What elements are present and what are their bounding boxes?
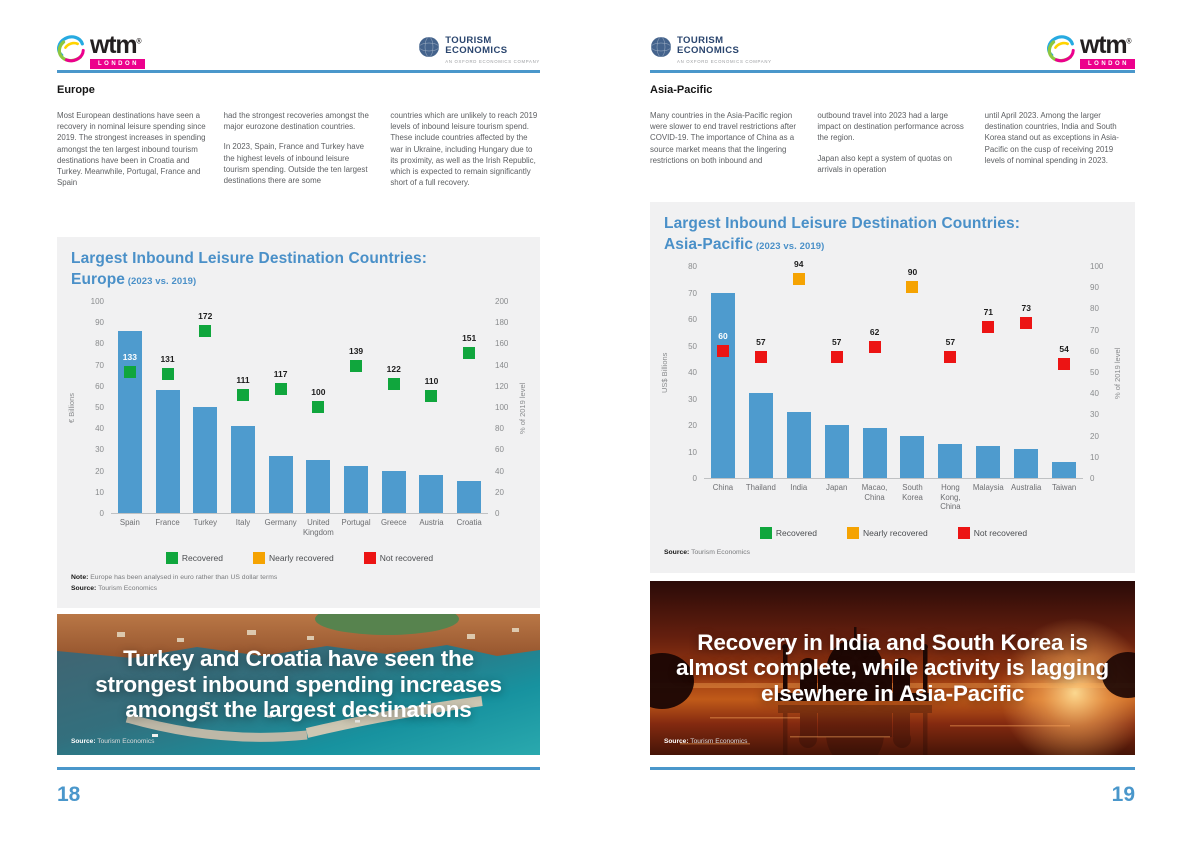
recovery-marker xyxy=(1058,358,1070,370)
wtm-logo xyxy=(1047,31,1135,69)
marker-value-label: 139 xyxy=(348,345,364,356)
recovery-marker xyxy=(350,360,362,372)
source-text: Tourism Economics xyxy=(689,549,750,557)
tourism-economics-logo xyxy=(418,34,540,64)
chart-title-region: Europe xyxy=(71,271,125,288)
y-tick-label: 0 xyxy=(692,474,697,483)
bar xyxy=(269,456,293,513)
y-tick-label: 0 xyxy=(99,509,104,518)
y-axis-right-title: % of 2019 level xyxy=(518,382,527,434)
chart-title-line2 xyxy=(664,236,1127,254)
page-18 xyxy=(57,0,540,842)
y-tick-label: 40 xyxy=(95,424,104,434)
bar xyxy=(156,390,180,513)
legend-swatch-nearly xyxy=(847,527,859,539)
legend-swatch-recovered xyxy=(166,552,178,564)
y-axis-left-ticks xyxy=(674,262,704,483)
x-axis-label: Japan xyxy=(826,483,848,492)
bar-column xyxy=(413,302,451,513)
y-tick-label: 60 xyxy=(688,315,697,324)
y-tick-label: 60 xyxy=(495,445,504,455)
chart-title-note: (2023 vs. 2019) xyxy=(753,241,825,252)
marker-value-label: 131 xyxy=(160,354,175,365)
chart-plot xyxy=(67,297,532,518)
source-label: Source: xyxy=(71,738,96,745)
marker-value-label: 57 xyxy=(831,337,842,348)
legend-swatch-not xyxy=(958,527,970,539)
recovery-marker xyxy=(869,341,881,353)
bar xyxy=(1052,462,1076,478)
bar xyxy=(306,460,330,513)
x-axis-labels xyxy=(704,483,1083,512)
marker-value-label: 94 xyxy=(794,258,804,269)
text-column-1 xyxy=(57,110,207,198)
y-tick-label: 30 xyxy=(688,394,697,404)
tourism-economics-text xyxy=(677,36,772,64)
legend-item xyxy=(760,527,817,539)
x-axis-label: Macao, China xyxy=(861,483,888,502)
legend-swatch-not xyxy=(364,552,376,564)
legend-swatch-recovered xyxy=(760,527,772,539)
legend-item xyxy=(958,527,1027,539)
y-tick-label: 70 xyxy=(95,360,104,370)
legend-item xyxy=(847,527,928,539)
bar-column xyxy=(780,258,818,478)
bar-column xyxy=(111,302,149,513)
x-axis-label: Germany xyxy=(264,518,297,527)
y-tick-label: 140 xyxy=(495,360,509,370)
y-tick-label: 10 xyxy=(1090,452,1099,462)
y-tick-label: 90 xyxy=(95,318,104,328)
tourism-economics-text xyxy=(445,36,540,64)
section-heading-asia-pacific: Asia-Pacific xyxy=(650,84,713,96)
y-tick-label: 80 xyxy=(688,262,697,271)
x-axis-label: Australia xyxy=(1011,483,1042,492)
bar xyxy=(419,475,443,513)
chart-footnotes xyxy=(664,548,1127,559)
globe-icon xyxy=(418,36,440,58)
bar-column xyxy=(931,267,969,478)
source-text: Tourism Economics xyxy=(690,738,748,745)
text-column-2 xyxy=(817,110,967,184)
body-paragraph: Many countries in the Asia-Pacific region were slower to end travel restrictions after COVID-19. The importance of China as a source market means that the lingering restrictions on both inbound and xyxy=(650,111,797,165)
europe-chart-panel xyxy=(57,237,540,608)
y-tick-label: 100 xyxy=(495,403,509,412)
bar-column xyxy=(704,267,742,478)
chart-source xyxy=(71,584,532,595)
asia-pacific-chart-panel xyxy=(650,202,1135,573)
y-tick-label: 120 xyxy=(495,381,509,391)
chart-legend xyxy=(660,527,1127,539)
legend-label: Nearly recovered xyxy=(862,528,928,539)
y-tick-label: 20 xyxy=(1090,431,1099,441)
marker-value-label: 122 xyxy=(386,363,401,374)
y-tick-label: 0 xyxy=(1090,474,1095,483)
y-tick-label: 60 xyxy=(95,381,104,391)
chart-source xyxy=(664,548,1127,559)
body-paragraph: In 2023, Spain, France and Turkey have the highest levels of inbound leisure tourism spending. Outside the ten largest destinations there are some xyxy=(223,142,368,186)
marker-value-label: 54 xyxy=(1059,343,1069,354)
y-tick-label: 70 xyxy=(1090,325,1099,335)
marker-value-label: 90 xyxy=(907,267,918,278)
recovery-marker xyxy=(831,351,843,363)
bar xyxy=(749,393,773,478)
bar xyxy=(1014,449,1038,478)
bar-column xyxy=(450,302,488,513)
marker-value-label: 111 xyxy=(236,375,250,386)
wtm-london-badge: LONDON xyxy=(1080,59,1135,69)
body-paragraph: countries which are unlikely to reach 2019 levels of inbound leisure tourism spend. These include countries affected by the war in Ukraine, including Hungary due to its proximity, as well as the Irish Republic, which is expected to remain significantly short of a full recovery. xyxy=(390,111,538,188)
legend-label: Not recovered xyxy=(379,553,434,564)
asia-pacific-hero-banner xyxy=(650,581,1135,755)
wtm-logo xyxy=(57,31,145,69)
source-label: Source: xyxy=(71,585,97,592)
legend-item xyxy=(166,552,223,564)
recovery-marker xyxy=(717,345,729,357)
wtm-wordmark xyxy=(1080,31,1135,69)
bar-column xyxy=(337,302,375,513)
y-axis-right-ticks xyxy=(1083,262,1113,483)
page-number-19: 19 xyxy=(1111,783,1135,806)
x-axis-label: Greece xyxy=(380,518,407,527)
europe-hero-banner xyxy=(57,614,540,755)
tourism-economics-logo xyxy=(650,34,772,64)
y-tick-label: 80 xyxy=(95,339,104,349)
x-axis-label: Hong Kong, China xyxy=(940,483,961,512)
chart-title-line2 xyxy=(71,271,532,289)
marker-value-label: 60 xyxy=(718,330,728,341)
y-tick-label: 10 xyxy=(688,447,697,457)
body-paragraph: had the strongest recoveries amongst the major eurozone destination countries. xyxy=(223,111,369,132)
bar-column xyxy=(186,302,224,513)
bar-column xyxy=(375,302,413,513)
y-axis-left-ticks xyxy=(81,297,111,518)
x-axis-label: South Korea xyxy=(902,483,923,502)
chart-title-note: (2023 vs. 2019) xyxy=(125,276,197,287)
x-axis-label: Spain xyxy=(119,518,140,527)
legend-item xyxy=(364,552,433,564)
x-axis-label: Croatia xyxy=(456,518,482,527)
y-tick-label: 60 xyxy=(1090,346,1099,356)
y-tick-label: 160 xyxy=(495,339,509,349)
recovery-marker xyxy=(124,366,136,378)
legend-label: Recovered xyxy=(181,553,223,564)
source-text: Tourism Economics xyxy=(96,585,157,592)
body-paragraph: Most European destinations have seen a recovery in nominal leisure spending since 2019. The strongest increases in spending amongst the ten largest inbound tourism destinations have been in Croatia and Turkey. Meanwhile, Portugal, France and Spain xyxy=(57,111,206,188)
y-tick-label: 40 xyxy=(495,466,504,476)
body-paragraph: Japan also kept a system of quotas on arrivals in operation xyxy=(817,153,952,174)
bar-column xyxy=(149,302,187,513)
y-tick-label: 40 xyxy=(1090,389,1099,399)
y-tick-label: 10 xyxy=(95,487,104,497)
x-axis-label: United Kingdom xyxy=(302,518,334,537)
europe-hero-headline: Turkey and Croatia have seen the strongest inbound spending increases amongst the largest destinations xyxy=(95,646,502,723)
chart-title-line1: Largest Inbound Leisure Destination Countries: xyxy=(71,250,427,267)
y-axis-left-title: US$ Billions xyxy=(660,352,669,394)
bar xyxy=(457,481,481,513)
recovery-marker xyxy=(463,347,475,359)
recovery-marker xyxy=(793,273,805,285)
note-label: Note: xyxy=(71,574,89,582)
text-column-1 xyxy=(650,110,800,184)
globe-icon xyxy=(650,36,672,58)
te-tagline: AN OXFORD ECONOMICS COMPANY xyxy=(677,59,772,64)
wtm-word: wtm® xyxy=(90,31,141,59)
x-axis-label: Austria xyxy=(419,518,444,527)
x-axis-label: Taiwan xyxy=(1051,483,1077,492)
registered-mark: ® xyxy=(136,38,141,46)
recovery-marker xyxy=(237,389,249,401)
bar xyxy=(976,446,1000,478)
source-text: Tourism Economics xyxy=(97,738,155,745)
x-axis-label: Turkey xyxy=(193,518,218,527)
section-heading-europe: Europe xyxy=(57,84,95,96)
x-axis-label: Malaysia xyxy=(972,483,1004,492)
bar-column xyxy=(1045,267,1083,478)
x-axis-label: Thailand xyxy=(745,483,776,492)
bar xyxy=(938,444,962,478)
legend-item xyxy=(253,552,334,564)
chart-title-line1: Largest Inbound Leisure Destination Countries: xyxy=(664,215,1020,232)
bar-column xyxy=(742,267,780,478)
bar-column xyxy=(818,267,856,478)
te-name-line2: ECONOMICS xyxy=(445,45,508,57)
y-tick-label: 20 xyxy=(495,487,504,497)
recovery-marker xyxy=(312,401,324,413)
recovery-marker xyxy=(388,378,400,390)
marker-value-label: 133 xyxy=(122,352,137,363)
bar-column xyxy=(1007,267,1045,478)
bar-column xyxy=(969,267,1007,478)
body-text-columns xyxy=(57,110,540,198)
asia-pacific-hero-source xyxy=(664,738,747,745)
bar-column xyxy=(262,302,300,513)
y-tick-label: 20 xyxy=(688,421,697,430)
y-tick-label: 30 xyxy=(1090,410,1099,420)
registered-mark: ® xyxy=(1126,38,1131,46)
bar-column xyxy=(894,267,932,478)
note-text: Europe has been analysed in euro rather than US dollar terms xyxy=(88,574,278,582)
wtm-word: wtm® xyxy=(1080,31,1131,59)
recovery-marker xyxy=(906,281,918,293)
y-tick-label: 180 xyxy=(495,318,509,328)
chart-plot xyxy=(660,258,1127,483)
chart-title-region: Asia-Pacific xyxy=(664,236,754,253)
recovery-marker xyxy=(982,321,994,333)
marker-value-label: 172 xyxy=(198,310,213,321)
x-axis-label: China xyxy=(712,483,734,492)
y-tick-label: 80 xyxy=(1090,304,1099,314)
asia-pacific-hero-headline: Recovery in India and South Korea is almost complete, while activity is lagging elsewhere in Asia-Pacific xyxy=(676,629,1109,706)
footer-divider xyxy=(650,767,1135,770)
bar-column xyxy=(300,302,338,513)
bar-column xyxy=(856,267,894,478)
bar xyxy=(382,471,406,513)
legend-label: Recovered xyxy=(775,528,817,539)
y-tick-label: 90 xyxy=(1090,283,1099,293)
bar xyxy=(231,426,255,513)
recovery-marker xyxy=(425,390,437,402)
y-tick-label: 80 xyxy=(495,424,504,434)
recovery-marker xyxy=(755,351,767,363)
y-axis-left-title: € Billions xyxy=(67,393,76,424)
marker-value-label: 57 xyxy=(756,337,766,348)
body-paragraph: outbound travel into 2023 had a large impact on destination performance across the region. xyxy=(817,111,964,143)
marker-value-label: 57 xyxy=(945,337,956,348)
page-number-18: 18 xyxy=(57,783,81,806)
bar xyxy=(825,425,849,478)
plot-area xyxy=(704,258,1083,479)
y-tick-label: 20 xyxy=(95,466,104,476)
legend-swatch-nearly xyxy=(253,552,265,564)
x-axis-label: Italy xyxy=(235,518,251,527)
marker-value-label: 110 xyxy=(424,376,439,387)
bar xyxy=(900,436,924,478)
marker-value-label: 71 xyxy=(983,307,994,318)
marker-value-label: 73 xyxy=(1021,303,1031,314)
bar xyxy=(863,428,887,478)
bar-column xyxy=(224,302,262,513)
text-column-2 xyxy=(224,110,374,198)
y-tick-label: 200 xyxy=(495,297,509,306)
footer-divider xyxy=(57,767,540,770)
wtm-london-badge: LONDON xyxy=(90,59,145,69)
marker-value-label: 100 xyxy=(311,387,326,397)
text-column-3 xyxy=(985,110,1135,184)
y-tick-label: 50 xyxy=(95,403,104,412)
legend-label: Not recovered xyxy=(973,528,1028,539)
bar xyxy=(787,412,811,478)
header-divider xyxy=(650,70,1135,73)
header-divider xyxy=(57,70,540,73)
plot-area xyxy=(111,302,488,514)
te-name-line1: TOURISM xyxy=(677,35,724,46)
recovery-marker xyxy=(199,325,211,337)
legend-label: Nearly recovered xyxy=(268,553,334,564)
y-tick-label: 70 xyxy=(688,288,697,298)
page-header xyxy=(57,31,540,68)
text-column-3 xyxy=(390,110,540,198)
y-tick-label: 30 xyxy=(95,445,104,455)
body-paragraph: until April 2023. Among the larger destination countries, India and South Korea stand out as exceptions in Asia-Pacific on the cusp of receiving 2019 levels of nominal spending in 2023. xyxy=(984,111,1119,165)
chart-footnotes xyxy=(71,573,532,594)
body-text-columns xyxy=(650,110,1135,184)
bar xyxy=(193,407,217,513)
y-tick-label: 100 xyxy=(1090,262,1104,271)
y-tick-label: 0 xyxy=(495,509,500,518)
wtm-swirl-icon xyxy=(57,34,87,65)
marker-value-label: 117 xyxy=(273,368,288,379)
wtm-swirl-icon xyxy=(1047,34,1077,65)
te-name-line1: TOURISM xyxy=(445,35,492,46)
recovery-marker xyxy=(162,368,174,380)
x-axis-label: France xyxy=(155,518,180,527)
y-tick-label: 50 xyxy=(688,341,697,351)
bar xyxy=(344,466,368,513)
x-axis-labels xyxy=(111,518,488,537)
europe-hero-source xyxy=(71,738,154,745)
source-label: Source: xyxy=(664,549,690,557)
recovery-marker xyxy=(275,383,287,395)
recovery-marker xyxy=(1020,317,1032,329)
bar xyxy=(711,293,735,479)
te-tagline: AN OXFORD ECONOMICS COMPANY xyxy=(445,59,540,64)
y-tick-label: 50 xyxy=(1090,368,1099,377)
y-axis-right-ticks xyxy=(488,297,518,518)
chart-legend xyxy=(67,552,532,564)
marker-value-label: 151 xyxy=(462,332,477,343)
wtm-wordmark xyxy=(90,31,145,69)
page-19 xyxy=(650,0,1135,842)
y-tick-label: 100 xyxy=(90,297,104,306)
source-label: Source: xyxy=(664,738,689,745)
x-axis-label: Portugal xyxy=(341,518,371,527)
x-axis-label: India xyxy=(790,483,808,492)
page-header xyxy=(650,31,1135,68)
chart-note xyxy=(71,573,532,584)
y-axis-right-title: % of 2019 level xyxy=(1113,347,1122,399)
te-name-line2: ECONOMICS xyxy=(677,45,740,57)
y-tick-label: 40 xyxy=(688,368,697,377)
recovery-marker xyxy=(944,351,956,363)
marker-value-label: 62 xyxy=(869,326,880,337)
